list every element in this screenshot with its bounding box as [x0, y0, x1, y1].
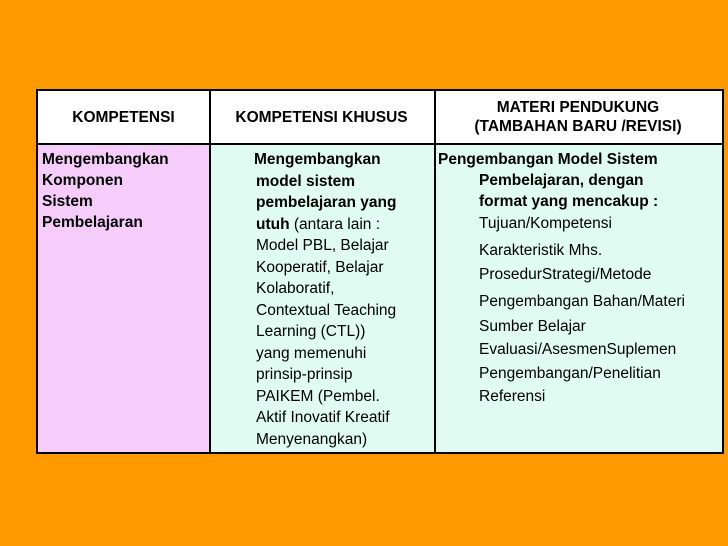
header-kompetensi	[38, 91, 209, 143]
kh-bold-line: model sistem	[256, 172, 356, 190]
header-materi-pendukung	[434, 91, 722, 143]
cell-kompetensi	[38, 143, 209, 452]
kompetensi-line: Komponen	[42, 172, 123, 189]
materi-item: Tujuan/Kompetensi	[479, 215, 612, 232]
kompetensi-line: Pembelajaran	[42, 214, 143, 231]
kh-rest-first: (antara lain :	[289, 215, 381, 233]
materi-title-line: format yang mencakup :	[479, 193, 659, 210]
kh-line: Aktif Inovatif Kreatif	[256, 409, 390, 426]
materi-item: Karakteristik Mhs.	[479, 242, 603, 260]
kh-bold-line: Mengembangkan	[254, 151, 381, 168]
materi-item: Pengembangan/Penelitian	[479, 364, 661, 382]
header-materi-line2: (TAMBAHAN BARU /REVISI)	[474, 118, 682, 135]
kompetensi-line: Sistem	[42, 193, 93, 210]
materi-item: Referensi	[479, 388, 546, 406]
kh-line: PAIKEM (Pembel.	[256, 387, 380, 405]
header-divider	[38, 143, 722, 145]
kh-line: prinsip-prinsip	[256, 366, 353, 383]
header-kompetensi-khusus	[209, 91, 434, 143]
kh-line: Contextual Teaching	[256, 301, 397, 319]
kh-mixed-line	[256, 214, 431, 236]
kh-line: Kolaboratif,	[256, 280, 335, 297]
kh-line: Learning (CTL))	[256, 323, 366, 340]
materi-item: ProsedurStrategi/Metode	[479, 265, 652, 283]
cell-kompetensi-khusus	[209, 143, 434, 452]
materi-item: Pengembangan Bahan/Materi	[479, 292, 685, 310]
content-table	[36, 89, 724, 454]
kh-line: Model PBL, Belajar	[256, 237, 389, 254]
kh-line: yang memenuhi	[256, 344, 367, 362]
column-divider	[209, 91, 211, 452]
materi-item: Sumber Belajar	[479, 318, 586, 336]
materi-title-line: Pengembangan Model Sistem	[438, 151, 658, 168]
header-kompetensi-khusus-label: KOMPETENSI KHUSUS	[235, 108, 408, 126]
header-materi-line1: MATERI PENDUKUNG	[496, 99, 660, 116]
kh-bold-line: pembelajaran yang	[256, 194, 397, 211]
cell-materi-pendukung	[434, 143, 722, 452]
materi-item: Evaluasi/AsesmenSuplemen	[479, 341, 677, 359]
kh-line: Menyenangkan)	[256, 430, 368, 448]
kh-bold-word: utuh	[256, 215, 290, 233]
column-divider	[434, 91, 436, 452]
materi-title-line: Pembelajaran, dengan	[479, 172, 644, 189]
header-kompetensi-label: KOMPETENSI	[72, 108, 175, 126]
kh-line: Kooperatif, Belajar	[256, 258, 384, 276]
kompetensi-line: Mengembangkan	[42, 151, 169, 168]
